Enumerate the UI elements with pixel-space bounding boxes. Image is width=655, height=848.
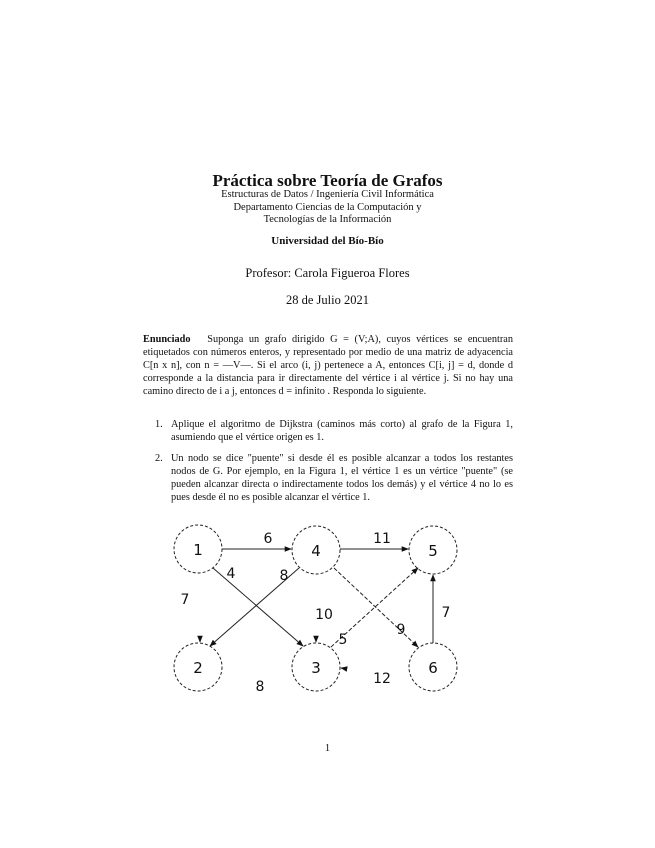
subtitle-line: Departamento Ciencias de la Computación y	[233, 202, 422, 213]
date: 28 de Julio 2021	[286, 293, 369, 307]
edge-weight-label: 7	[441, 605, 451, 621]
subtitle-line: Estructuras de Datos / Ingeniería Civil Informática	[221, 189, 434, 200]
node-label: 3	[311, 659, 321, 677]
node-label: 2	[193, 659, 203, 677]
node-label: 6	[428, 659, 438, 677]
statement-text: Suponga un grafo dirigido G = (V;A), cuyos vértices se encuentran etiquetados con números enteros, y representado por medio de una matriz de adyacencia C[n x n], con n = —V—. Si el arco (i, j) pertenece a A, entonces C[i, j] = d, donde d corresponde a la distancia para ir directamente del vértice i al vértice j. Si no hay una camino directo de i a j, entonces d = infinito . Responda lo siguiente.	[143, 334, 513, 397]
item-text: Un nodo se dice "puente" si desde él es posible alcanzar a todos los restantes nodos de G. Por ejemplo, en la Figura 1, el vértice 1 es un vértice "puente" (se pueden alcanzar directa o indirectamente todos los demás) y el vértice 4 no lo es pues desde él no es posible alcanzar el vértice 1.	[171, 453, 513, 503]
edge-weight-label: 12	[373, 671, 391, 687]
item-number: 2.	[155, 453, 163, 464]
professor: Profesor: Carola Figueroa Flores	[245, 266, 410, 280]
graph-edge	[341, 668, 347, 669]
node-label: 1	[193, 541, 203, 559]
subtitle-line: Tecnologías de la Información	[263, 214, 392, 225]
edge-weight-label: 11	[373, 531, 391, 547]
edge-weight-label: 4	[226, 566, 236, 582]
edge-weight-label: 5	[338, 632, 348, 648]
edge-weight-label: 9	[396, 622, 406, 638]
item-number: 1.	[155, 419, 163, 430]
edge-weight-label: 8	[255, 679, 265, 695]
page-number: 1	[324, 743, 331, 754]
statement-label: Enunciado	[143, 334, 191, 345]
node-label: 5	[428, 542, 438, 560]
document-title: Práctica sobre Teoría de Grafos	[212, 171, 443, 190]
edge-weight-label: 10	[315, 607, 333, 623]
edge-weight-label: 7	[180, 592, 190, 608]
edge-weight-label: 8	[279, 568, 289, 584]
edge-weight-label: 6	[263, 531, 273, 547]
item-text: Aplique el algoritmo de Dijkstra (caminos más corto) al grafo de la Figura 1, asumiendo que el vértice origen es 1.	[171, 419, 513, 443]
node-label: 4	[311, 542, 321, 560]
university: Universidad del Bío-Bío	[271, 235, 384, 247]
